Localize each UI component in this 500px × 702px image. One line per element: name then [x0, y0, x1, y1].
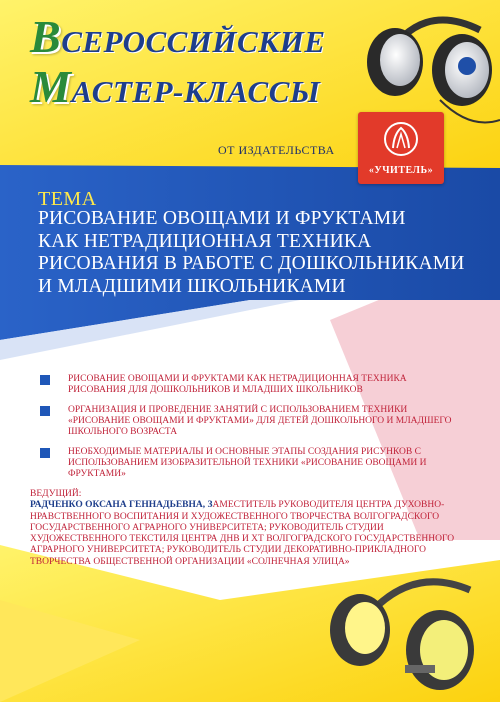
title-line-1	[30, 10, 326, 63]
publisher-logo	[358, 112, 444, 184]
lead-section	[30, 489, 470, 568]
bullet-list	[38, 374, 458, 489]
topic-line: РИСОВАНИЯ В РАБОТЕ С ДОШКОЛЬНИКАМИ	[38, 253, 465, 274]
topic-line: РИСОВАНИЕ ОВОЩАМИ И ФРУКТАМИ	[38, 208, 406, 229]
title-line-2	[30, 60, 320, 113]
bullet-square-icon	[40, 448, 50, 458]
bullet-square-icon	[40, 406, 50, 416]
bullet-text: НЕОБХОДИМЫЕ МАТЕРИАЛЫ И ОСНОВНЫЕ ЭТАПЫ СОЗДАНИЯ РИСУНКОВ С ИСПОЛЬЗОВАНИЕМ ИЗОБРАЗИТЕЛЬНОЙ ТЕХНИКИ «РИСОВАНИЕ ОВОЩАМИ И ФРУКТАМИ»	[68, 447, 427, 479]
list-item	[38, 405, 458, 438]
bullet-text: РИСОВАНИЕ ОВОЩАМИ И ФРУКТАМИ КАК НЕТРАДИЦИОННАЯ ТЕХНИКА РИСОВАНИЯ ДЛЯ ДОШКОЛЬНИКОВ И МЛАДШИХ ШКОЛЬНИКОВ	[68, 374, 407, 395]
logo-text: «УЧИТЕЛЬ»	[368, 165, 434, 176]
topic-line: КАК НЕТРАДИЦИОННАЯ ТЕХНИКА	[38, 230, 372, 252]
topic-line: И МЛАДШИМИ ШКОЛЬНИКАМИ	[38, 275, 346, 297]
topic-title	[38, 208, 488, 298]
title-cap-2: М	[30, 61, 72, 112]
lead-label: ВЕДУЩИЙ:	[30, 489, 82, 499]
topic-label: ТЕМА	[38, 188, 97, 210]
bullet-square-icon	[40, 375, 50, 385]
logo-emblem-icon	[358, 112, 444, 162]
list-item	[38, 447, 458, 480]
publisher-label: ОТ ИЗДАТЕЛЬСТВА	[218, 143, 335, 157]
title-rest-1: СЕРОССИЙСКИЕ	[61, 24, 326, 59]
list-item	[38, 374, 458, 396]
title-rest-2: АСТЕР-КЛАССЫ	[71, 74, 321, 109]
lead-name: РАДЧЕНКО ОКСАНА ГЕННАДЬЕВНА, З	[30, 500, 213, 511]
lead-description	[30, 500, 470, 568]
title-cap-1: В	[30, 11, 62, 62]
lead-text: АМЕСТИТЕЛЬ РУКОВОДИТЕЛЯ ЦЕНТРА ДУХОВНО-НРАВСТВЕННОГО ВОСПИТАНИЯ И ХУДОЖЕСТВЕННОГО ТВОРЧЕСТВА ВОЛГОГРАДСКОГО ГОСУДАРСТВЕННОГО АГРАРНОГО УНИВЕРСИТЕТА; РУКОВОДИТЕЛЬ СТУДИИ ХУДОЖЕСТВЕННОГО ТЕКСТИЛЯ ЦЕНТРА ДНВ И ХТ ВОЛГОГРАДСКОГО ГОСУДАРСТВЕННОГО АГРАРНОГО УНИВЕРСИТЕТА; РУКОВОДИТЕЛЬ СТУДИИ ДЕКОРАТИВНО-ПРИКЛАДНОГО ТВОРЧЕСТВА ОБЩЕСТВЕННОЙ ОРГАНИЗАЦИИ «СОЛНЕЧНАЯ УЛИЦА»	[30, 500, 455, 567]
bullet-text: ОРГАНИЗАЦИЯ И ПРОВЕДЕНИЕ ЗАНЯТИЙ С ИСПОЛЬЗОВАНИЕМ ТЕХНИКИ «РИСОВАНИЕ ОВОЩАМИ И ФРУКТАМИ» ДЛЯ ДЕТЕЙ ДОШКОЛЬНОГО И МЛАДШЕГО ШКОЛЬНОГО ВОЗРАСТА	[68, 405, 452, 437]
